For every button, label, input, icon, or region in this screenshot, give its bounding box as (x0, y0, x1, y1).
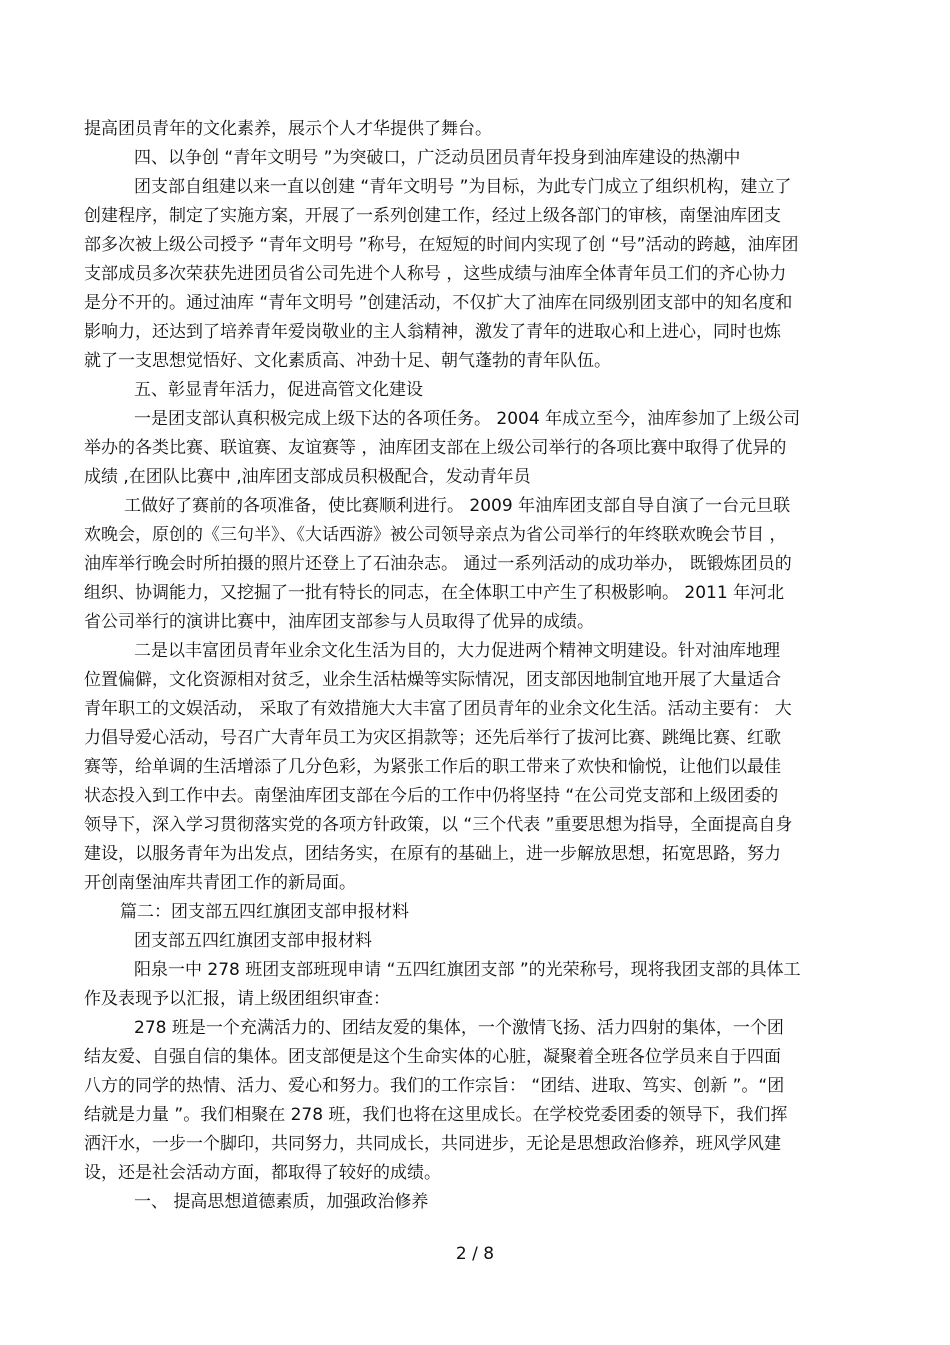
text-line: 成绩 ,在团队比赛中 ,油库团支部成员积极配合，发动青年员 (84, 467, 531, 487)
text-line: 油库举行晚会时所拍摄的照片还登上了石油杂志。 通过一系列活动的成功举办， 既锻炼团员的 (84, 554, 792, 574)
text-line: 作及表现予以汇报，请上级团组织审查： (84, 989, 390, 1009)
text-line: 支部成员多次荣获先进团员省公司先进个人称号 ，这些成绩与油库全体青年员工们的齐心协力 (84, 264, 787, 284)
text-line: 省公司举行的演讲比赛中，油库团支部参与人员取得了优异的成绩。 (84, 612, 594, 632)
section-heading: 一、 提高思想道德素质，加强政治修养 (134, 1192, 429, 1212)
text-line: 状态投入到工作中去。南堡油库团支部在今后的工作中仍将坚持 “在公司党支部和上级团委的 (84, 786, 779, 806)
text-line: 结就是力量 ”。我们相聚在 278 班，我们也将在这里成长。在学校党委团委的领导下，我们挥 (84, 1105, 788, 1125)
text-line: 创建程序，制定了实施方案，开展了一系列创建工作，经过上级各部门的审核，南堡油库团支 (84, 206, 781, 226)
text-line: 洒汗水，一步一个脚印，共同努力，共同成长，共同进步，无论是思想政治修养，班风学风建 (84, 1134, 781, 1154)
text-line: 欢晚会，原创的《三句半》、《大话西游》被公司领导亲点为省公司举行的年终联欢晚会节目 ， (84, 525, 787, 545)
text-line: 领导下，深入学习贯彻落实党的各项方针政策，以 “三个代表 ”重要思想为指导，全面提高自身 (84, 815, 793, 835)
text-line: 团支部自组建以来一直以创建 “青年文明号 ”为目标，为此专门成立了组织机构，建立了 (134, 177, 792, 197)
text-line: 结友爱、自强自信的集体。团支部便是这个生命实体的心脏，凝聚着全班各位学员来自于四面 (84, 1047, 781, 1067)
section-heading: 五、彰显青年活力，促进高管文化建设 (134, 380, 423, 400)
document-title: 团支部五四红旗团支部申报材料 (134, 931, 372, 951)
text-line: 部多次被上级公司授予 “青年文明号 ”称号，在短短的时间内实现了创 “号”活动的跨越，油库团 (84, 235, 799, 255)
text-line: 一是团支部认真积极完成上级下达的各项任务。 2004 年成立至今，油库参加了上级公司 (134, 409, 801, 429)
text-line: 278 班是一个充满活力的、团结友爱的集体，一个激情飞扬、活力四射的集体，一个团 (134, 1018, 784, 1038)
text-line: 位置偏僻，文化资源相对贫乏，业余生活枯燥等实际情况，团支部因地制宜地开展了大量适合 (84, 670, 781, 690)
page-number: 2 / 8 (455, 1244, 495, 1264)
text-line: 提高团员青年的文化素养，展示个人才华提供了舞台。 (84, 119, 492, 139)
article-heading: 篇二：团支部五四红旗团支部申报材料 (120, 902, 409, 922)
text-line: 工做好了赛前的各项准备，使比赛顺利进行。 2009 年油库团支部自导自演了一台元旦联 (124, 496, 791, 516)
text-line: 开创南堡油库共青团工作的新局面。 (84, 873, 356, 893)
text-line: 组织、协调能力，又挖掘了一批有特长的同志，在全体职工中产生了积极影响。 2011 年河北 (84, 583, 785, 603)
text-line: 设，还是社会活动方面，都取得了较好的成绩。 (84, 1163, 441, 1183)
text-line: 赛等，给单调的生活增添了几分色彩，为紧张工作后的职工带来了欢快和愉悦，让他们以最佳 (84, 757, 781, 777)
text-line: 二是以丰富团员青年业余文化生活为目的，大力促进两个精神文明建设。针对油库地理 (134, 641, 780, 661)
text-line: 八方的同学的热情、活力、爱心和努力。我们的工作宗旨： “团结、进取、笃实、创新 ”。“团 (84, 1076, 785, 1096)
section-heading: 四、以争创 “青年文明号 ”为突破口，广泛动员团员青年投身到油库建设的热潮中 (134, 148, 741, 168)
text-line: 是分不开的。通过油库 “青年文明号 ”创建活动，不仅扩大了油库在同级别团支部中的知名度和 (84, 293, 793, 313)
text-line: 就了一支思想觉悟好、文化素质高、冲劲十足、朝气蓬勃的青年队伍。 (84, 351, 611, 371)
text-line: 力倡导爱心活动，号召广大青年员工为灾区捐款等；还先后举行了拔河比赛、跳绳比赛、红歌 (84, 728, 781, 748)
text-line: 青年职工的文娱活动， 采取了有效措施大大丰富了团员青年的业余文化生活。活动主要有： 大 (84, 699, 792, 719)
text-line: 阳泉一中 278 班团支部班现申请 “五四红旗团支部 ”的光荣称号，现将我团支部的具体工 (134, 960, 801, 980)
text-line: 影响力，还达到了培养青年爱岗敬业的主人翁精神，激发了青年的进取心和上进心，同时也炼 (84, 322, 781, 342)
text-line: 建设，以服务青年为出发点，团结务实，在原有的基础上，进一步解放思想，拓宽思路，努力 (84, 844, 781, 864)
text-line: 举办的各类比赛、联谊赛、友谊赛等 ，油库团支部在上级公司举行的各项比赛中取得了优异的 (84, 438, 787, 458)
